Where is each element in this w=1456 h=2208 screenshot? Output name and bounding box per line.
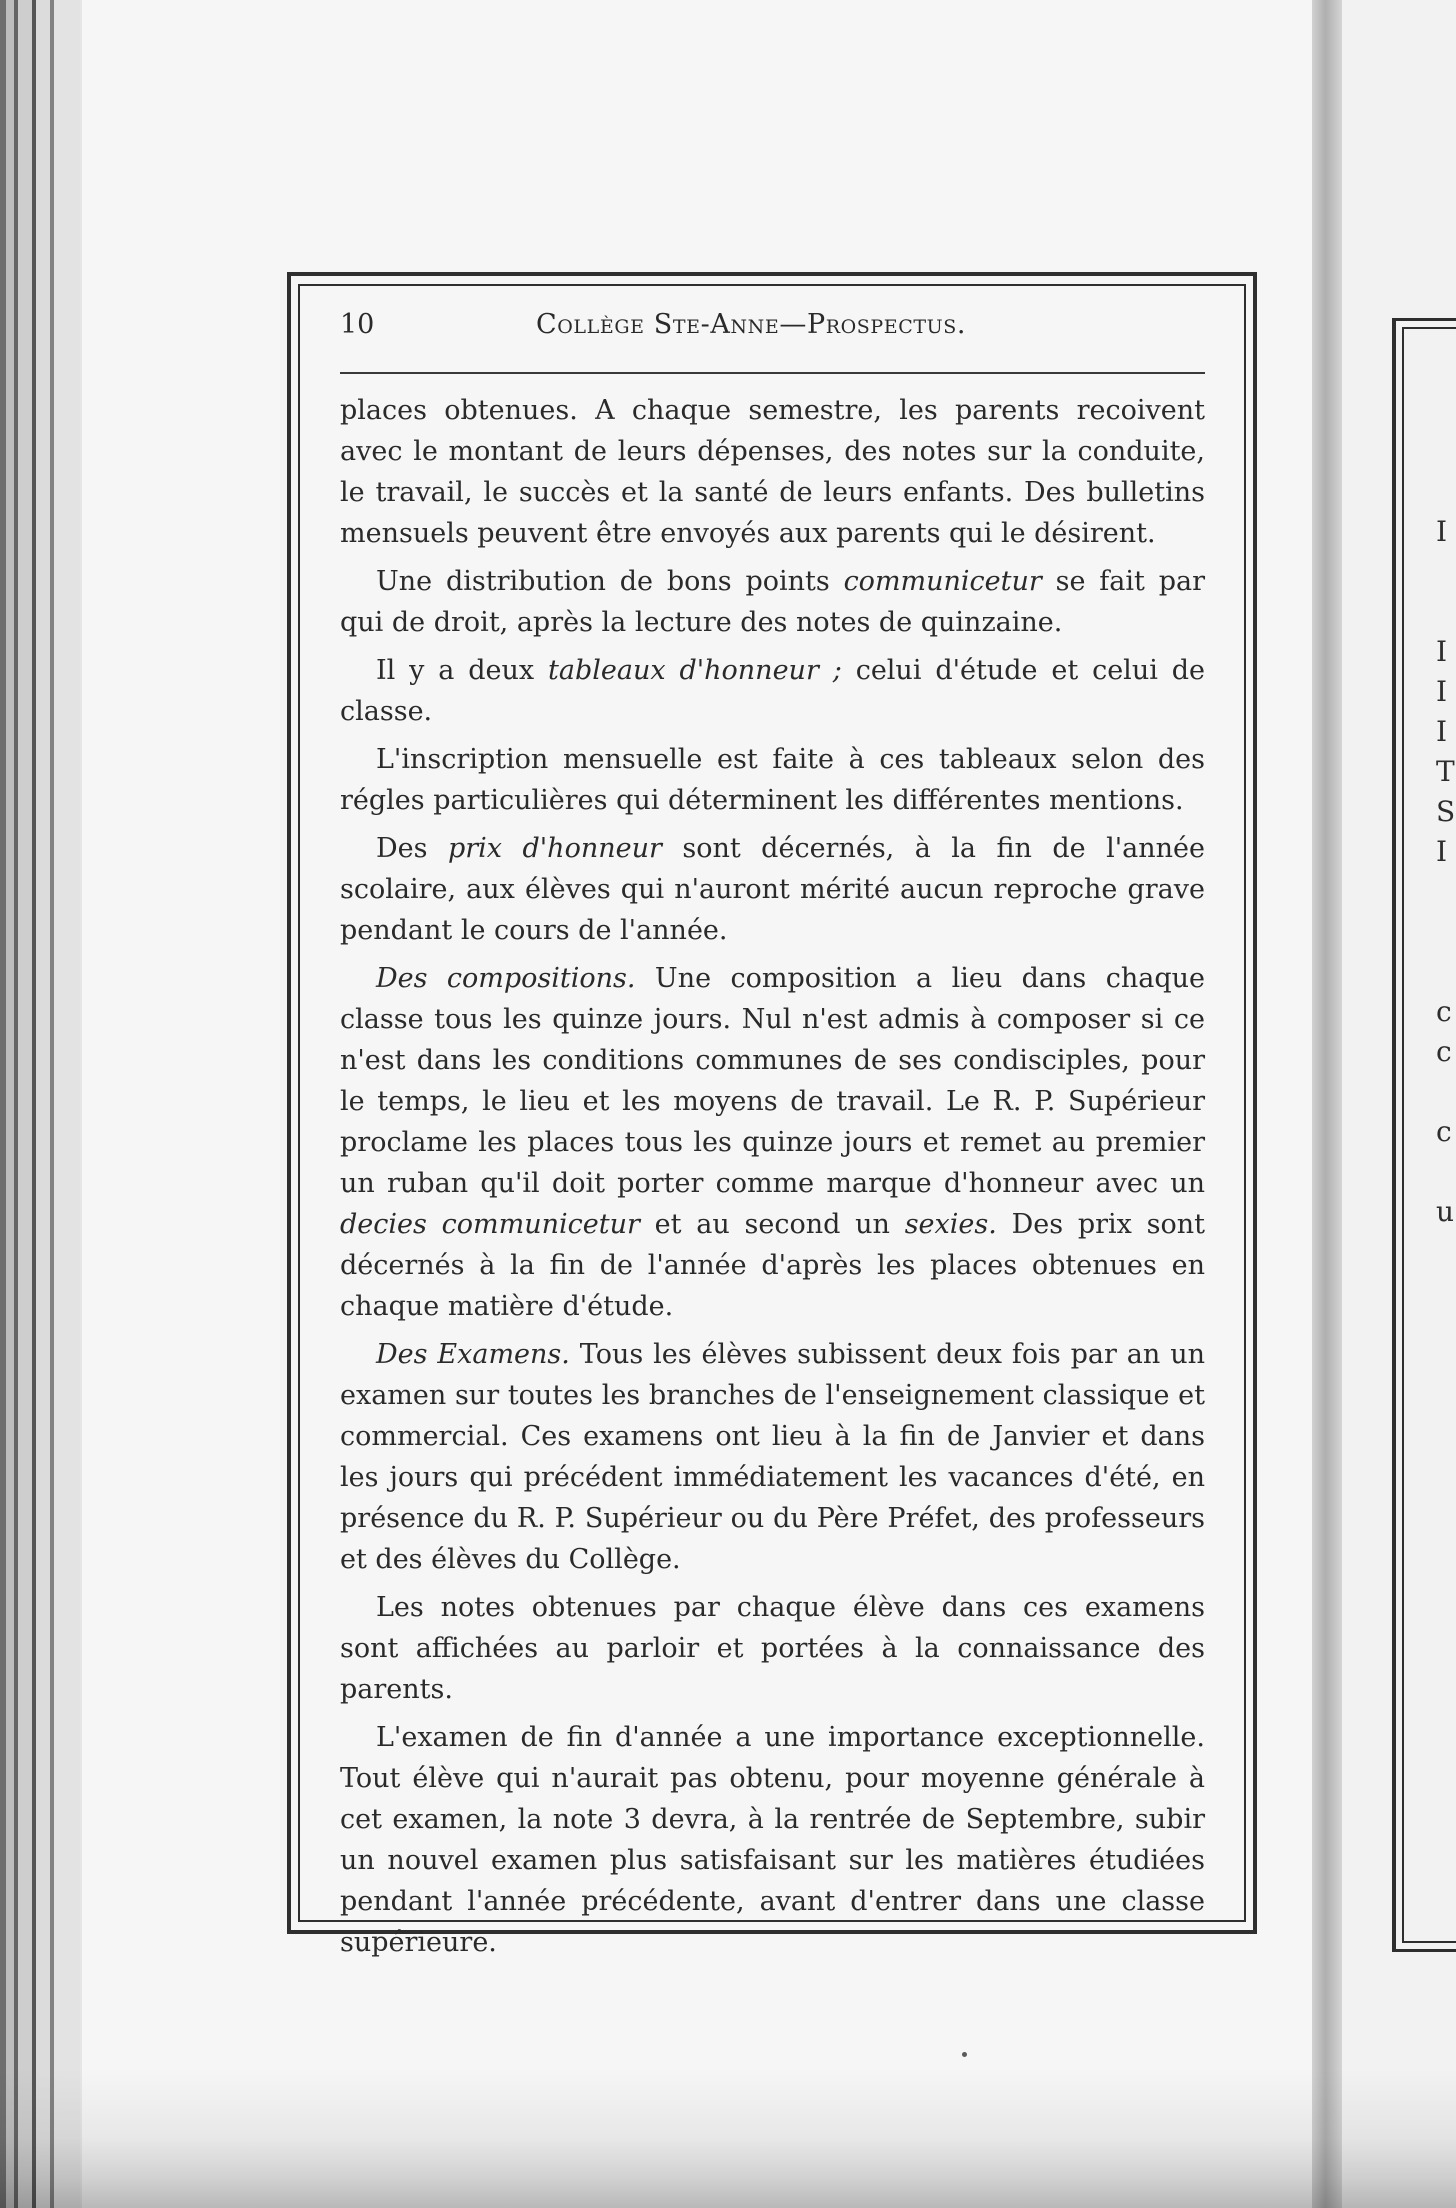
text-segment: et au second un xyxy=(639,1209,905,1240)
italic-text-segment: sexies. xyxy=(904,1209,997,1240)
adjacent-page-glyph xyxy=(1436,912,1456,952)
page-number: 10 xyxy=(340,309,375,340)
adjacent-page-glyph xyxy=(1436,1072,1456,1112)
text-segment: Une distribution de bons points xyxy=(376,566,844,597)
paragraph-5 xyxy=(340,828,1205,951)
adjacent-page-glyph: c xyxy=(1436,995,1452,1028)
running-head: Collège Ste-Anne—Prospectus. xyxy=(536,309,967,340)
italic-text-segment: prix d'honneur xyxy=(447,833,662,864)
paragraph-8 xyxy=(340,1587,1205,1710)
paragraph-4 xyxy=(340,739,1205,821)
italic-text-segment: tableaux d'honneur ; xyxy=(548,655,842,686)
page-body xyxy=(340,390,1205,1958)
text-segment: Les notes obtenues par chaque élève dans ces examens sont affichées au parloir et portées à la connaissance des parents. xyxy=(340,1592,1205,1705)
book-page-edges-left xyxy=(0,0,80,2208)
book-page-edges-bottom xyxy=(0,2068,1456,2208)
paragraph-7 xyxy=(340,1334,1205,1580)
adjacent-page-glyph: I xyxy=(1436,635,1448,668)
text-segment: places obtenues. A chaque semestre, les parents recoivent avec le montant de leurs dépenses, des notes sur la conduite, le travail, le succès et la santé de leurs enfants. Des bulletins mensuels peuvent être envoyés aux parents qui le désirent. xyxy=(340,395,1205,549)
paragraph-2 xyxy=(340,561,1205,643)
adjacent-page-glyph: I xyxy=(1436,715,1448,748)
adjacent-page-glyph: u xyxy=(1436,1195,1455,1228)
adjacent-page-glyph xyxy=(1436,592,1456,632)
italic-text-segment: decies communicetur xyxy=(340,1209,640,1240)
text-segment: se fait par qui de droit, après la lecture des notes de quinzaine. xyxy=(340,566,1205,638)
adjacent-page-glyph: I xyxy=(1436,515,1448,548)
text-segment: L'inscription mensuelle est faite à ces tableaux selon des régles particulières qui déterminent les différentes mentions. xyxy=(340,744,1205,816)
ink-spot xyxy=(962,2052,967,2057)
text-segment: Une composition a lieu dans chaque classe tous les quinze jours. Nul n'est admis à composer si ce n'est dans les conditions communes de ses condisciples, pour le temps, le lieu et les moyens de travail. Le R. P. Supérieur proclame les places tous les quinze jours et remet au premier un ruban qu'il doit porter comme marque d'honneur avec un xyxy=(340,963,1205,1199)
header-rule xyxy=(340,372,1205,374)
paragraph-9 xyxy=(340,1717,1205,1963)
text-segment: celui d'étude et celui de classe. xyxy=(340,655,1205,727)
adjacent-page-glyph: I xyxy=(1436,835,1448,868)
adjacent-page-glyph: T xyxy=(1436,755,1455,788)
paragraph-6 xyxy=(340,958,1205,1327)
adjacent-page-glyph: I xyxy=(1436,675,1448,708)
italic-text-segment: communicetur xyxy=(843,566,1042,597)
adjacent-page-glyph xyxy=(1436,952,1456,992)
paragraph-1 xyxy=(340,390,1205,554)
text-segment: Il y a deux xyxy=(376,655,549,686)
adjacent-page-glyph xyxy=(1436,872,1456,912)
text-segment: L'examen de fin d'année a une importance exceptionnelle. Tout élève qui n'aurait pas obtenu, pour moyenne générale à cet examen, la note 3 devra, à la rentrée de Septembre, subir un nouvel examen plus satisfaisant sur les matières étudiées pendant l'année précédente, avant d'entrer dans une classe supérieure. xyxy=(340,1722,1205,1958)
text-segment: Tous les élèves subissent deux fois par an un examen sur toutes les branches de l'enseignement classique et commercial. Ces examens ont lieu à la fin de Janvier et dans les jours qui précédent immédiatement les vacances d'été, en présence du R. P. Supérieur ou du Père Préfet, des professeurs et des élèves du Collège. xyxy=(340,1339,1205,1575)
adjacent-page-glyph xyxy=(1436,552,1456,592)
text-segment: Des xyxy=(376,833,448,864)
adjacent-page-glyph: c xyxy=(1436,1115,1452,1148)
adjacent-page-text-fragments xyxy=(1436,512,1456,1712)
adjacent-page-glyph xyxy=(1436,1152,1456,1192)
book-gutter xyxy=(1312,0,1342,2208)
italic-text-segment: Des compositions. xyxy=(376,963,636,994)
adjacent-page-glyph: c xyxy=(1436,1035,1452,1068)
adjacent-page-glyph: S xyxy=(1436,795,1456,828)
text-segment: sont décernés, à la fin de l'année scolaire, aux élèves qui n'auront mérité aucun reproche grave pendant le cours de l'année. xyxy=(340,833,1205,946)
page-header xyxy=(340,302,1205,348)
paragraph-3 xyxy=(340,650,1205,732)
text-segment: Des prix sont décernés à la fin de l'année d'après les places obtenues en chaque matière d'étude. xyxy=(340,1209,1205,1322)
italic-text-segment: Des Examens. xyxy=(376,1339,570,1370)
